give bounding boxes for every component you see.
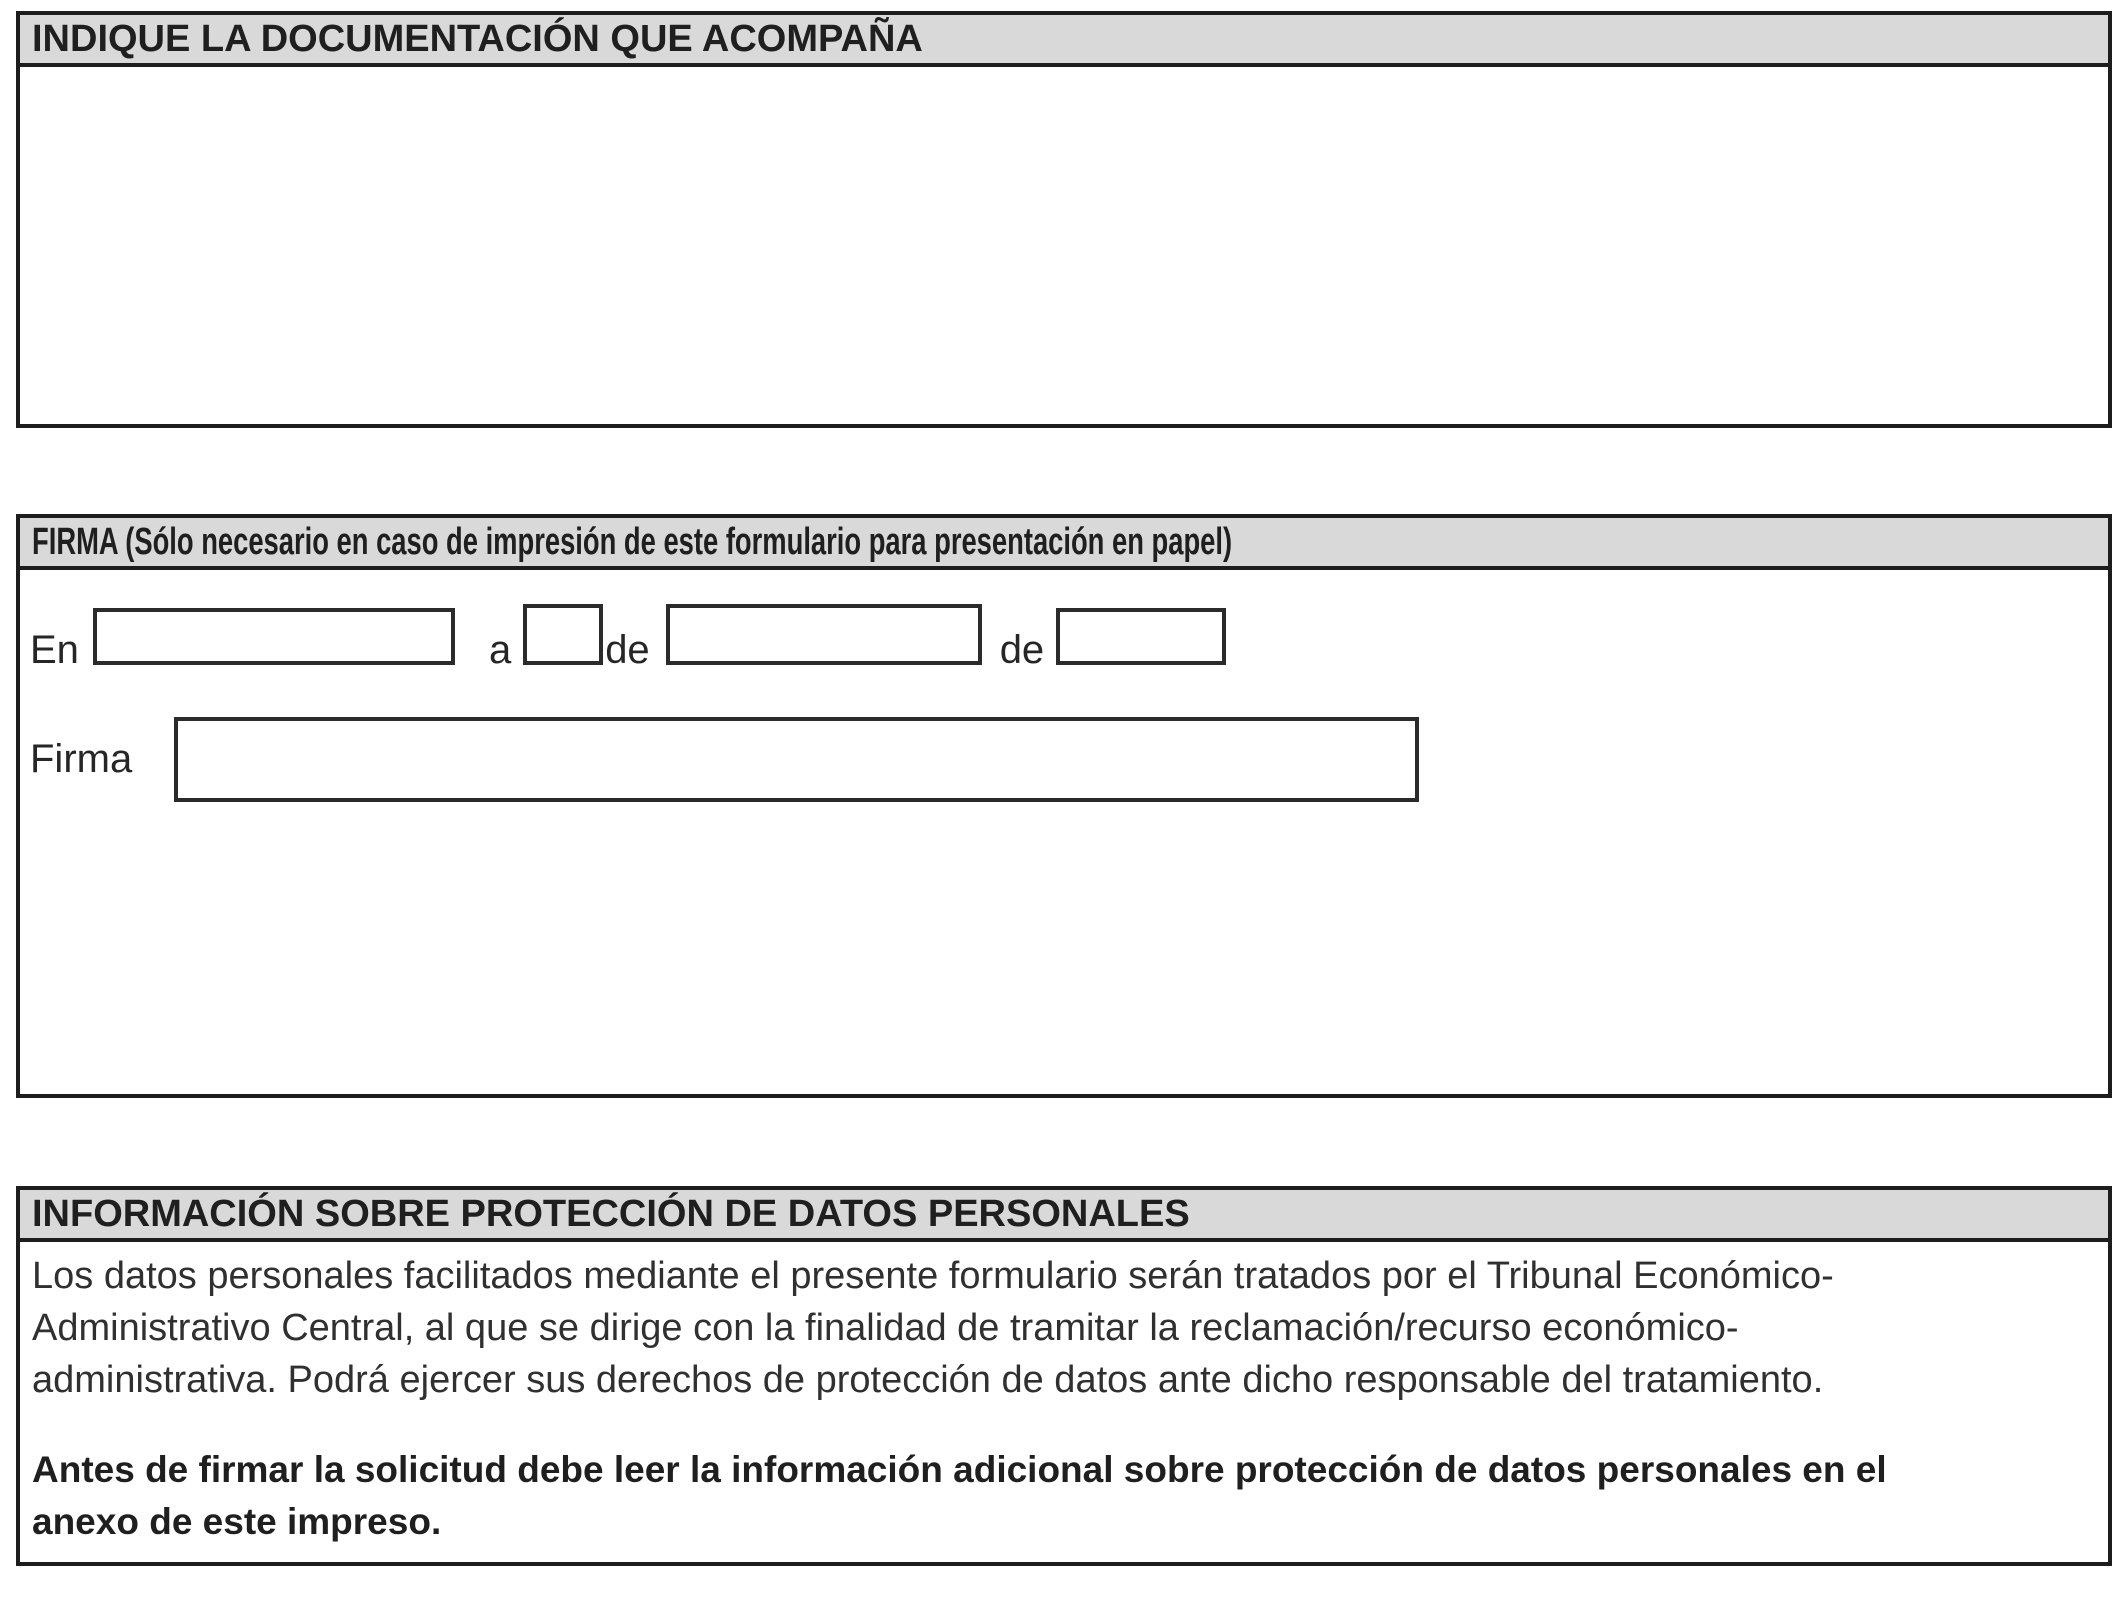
signature-label: Firma (30, 737, 133, 781)
privacy-notice-line: Antes de firmar la solicitud debe leer la información adicional sobre protección de datos personales en el (32, 1449, 1887, 1490)
privacy-text-line: administrativa. Podrá ejercer sus derechos de protección de datos ante dicho responsable del tratamiento. (32, 1359, 1824, 1401)
firma-row (30, 717, 2108, 802)
privacy-section (16, 1186, 2112, 1566)
year-label: de (999, 628, 1045, 672)
signature-section-title: FIRMA (Sólo necesario en caso de impresión de este formulario para presentación en papel) (32, 520, 1233, 563)
privacy-text-line: Administrativo Central, al que se dirige con la finalidad de tramitar la reclamación/recurso económico- (32, 1307, 1739, 1349)
day-input[interactable] (523, 604, 603, 665)
privacy-section-title: INFORMACIÓN SOBRE PROTECCIÓN DE DATOS PERSONALES (32, 1192, 1190, 1235)
place-label: En (30, 628, 79, 672)
day-label: a (488, 628, 512, 672)
notice-spacer (32, 1406, 2096, 1444)
year-input[interactable] (1056, 608, 1226, 665)
month-label: de (605, 628, 650, 672)
section-spacer (16, 428, 2112, 514)
signature-input[interactable] (174, 717, 1419, 802)
signature-section-header (20, 518, 2108, 570)
place-input[interactable] (93, 608, 455, 665)
documentation-input-area[interactable] (20, 67, 2108, 424)
signature-section (16, 514, 2112, 1098)
documentation-section-title: INDIQUE LA DOCUMENTACIÓN QUE ACOMPAÑA (32, 17, 923, 60)
documentation-section (16, 11, 2112, 428)
privacy-section-body (20, 1242, 2108, 1562)
privacy-text-line: Los datos personales facilitados mediante el presente formulario serán tratados por el Tribunal Económico- (32, 1255, 1834, 1297)
signature-section-body (20, 570, 2108, 1094)
section-spacer (16, 1098, 2112, 1186)
privacy-notice-line: anexo de este impreso. (32, 1501, 442, 1542)
privacy-section-header (20, 1190, 2108, 1242)
documentation-section-header (20, 15, 2108, 67)
month-input[interactable] (666, 604, 982, 665)
date-place-row (30, 570, 2108, 672)
